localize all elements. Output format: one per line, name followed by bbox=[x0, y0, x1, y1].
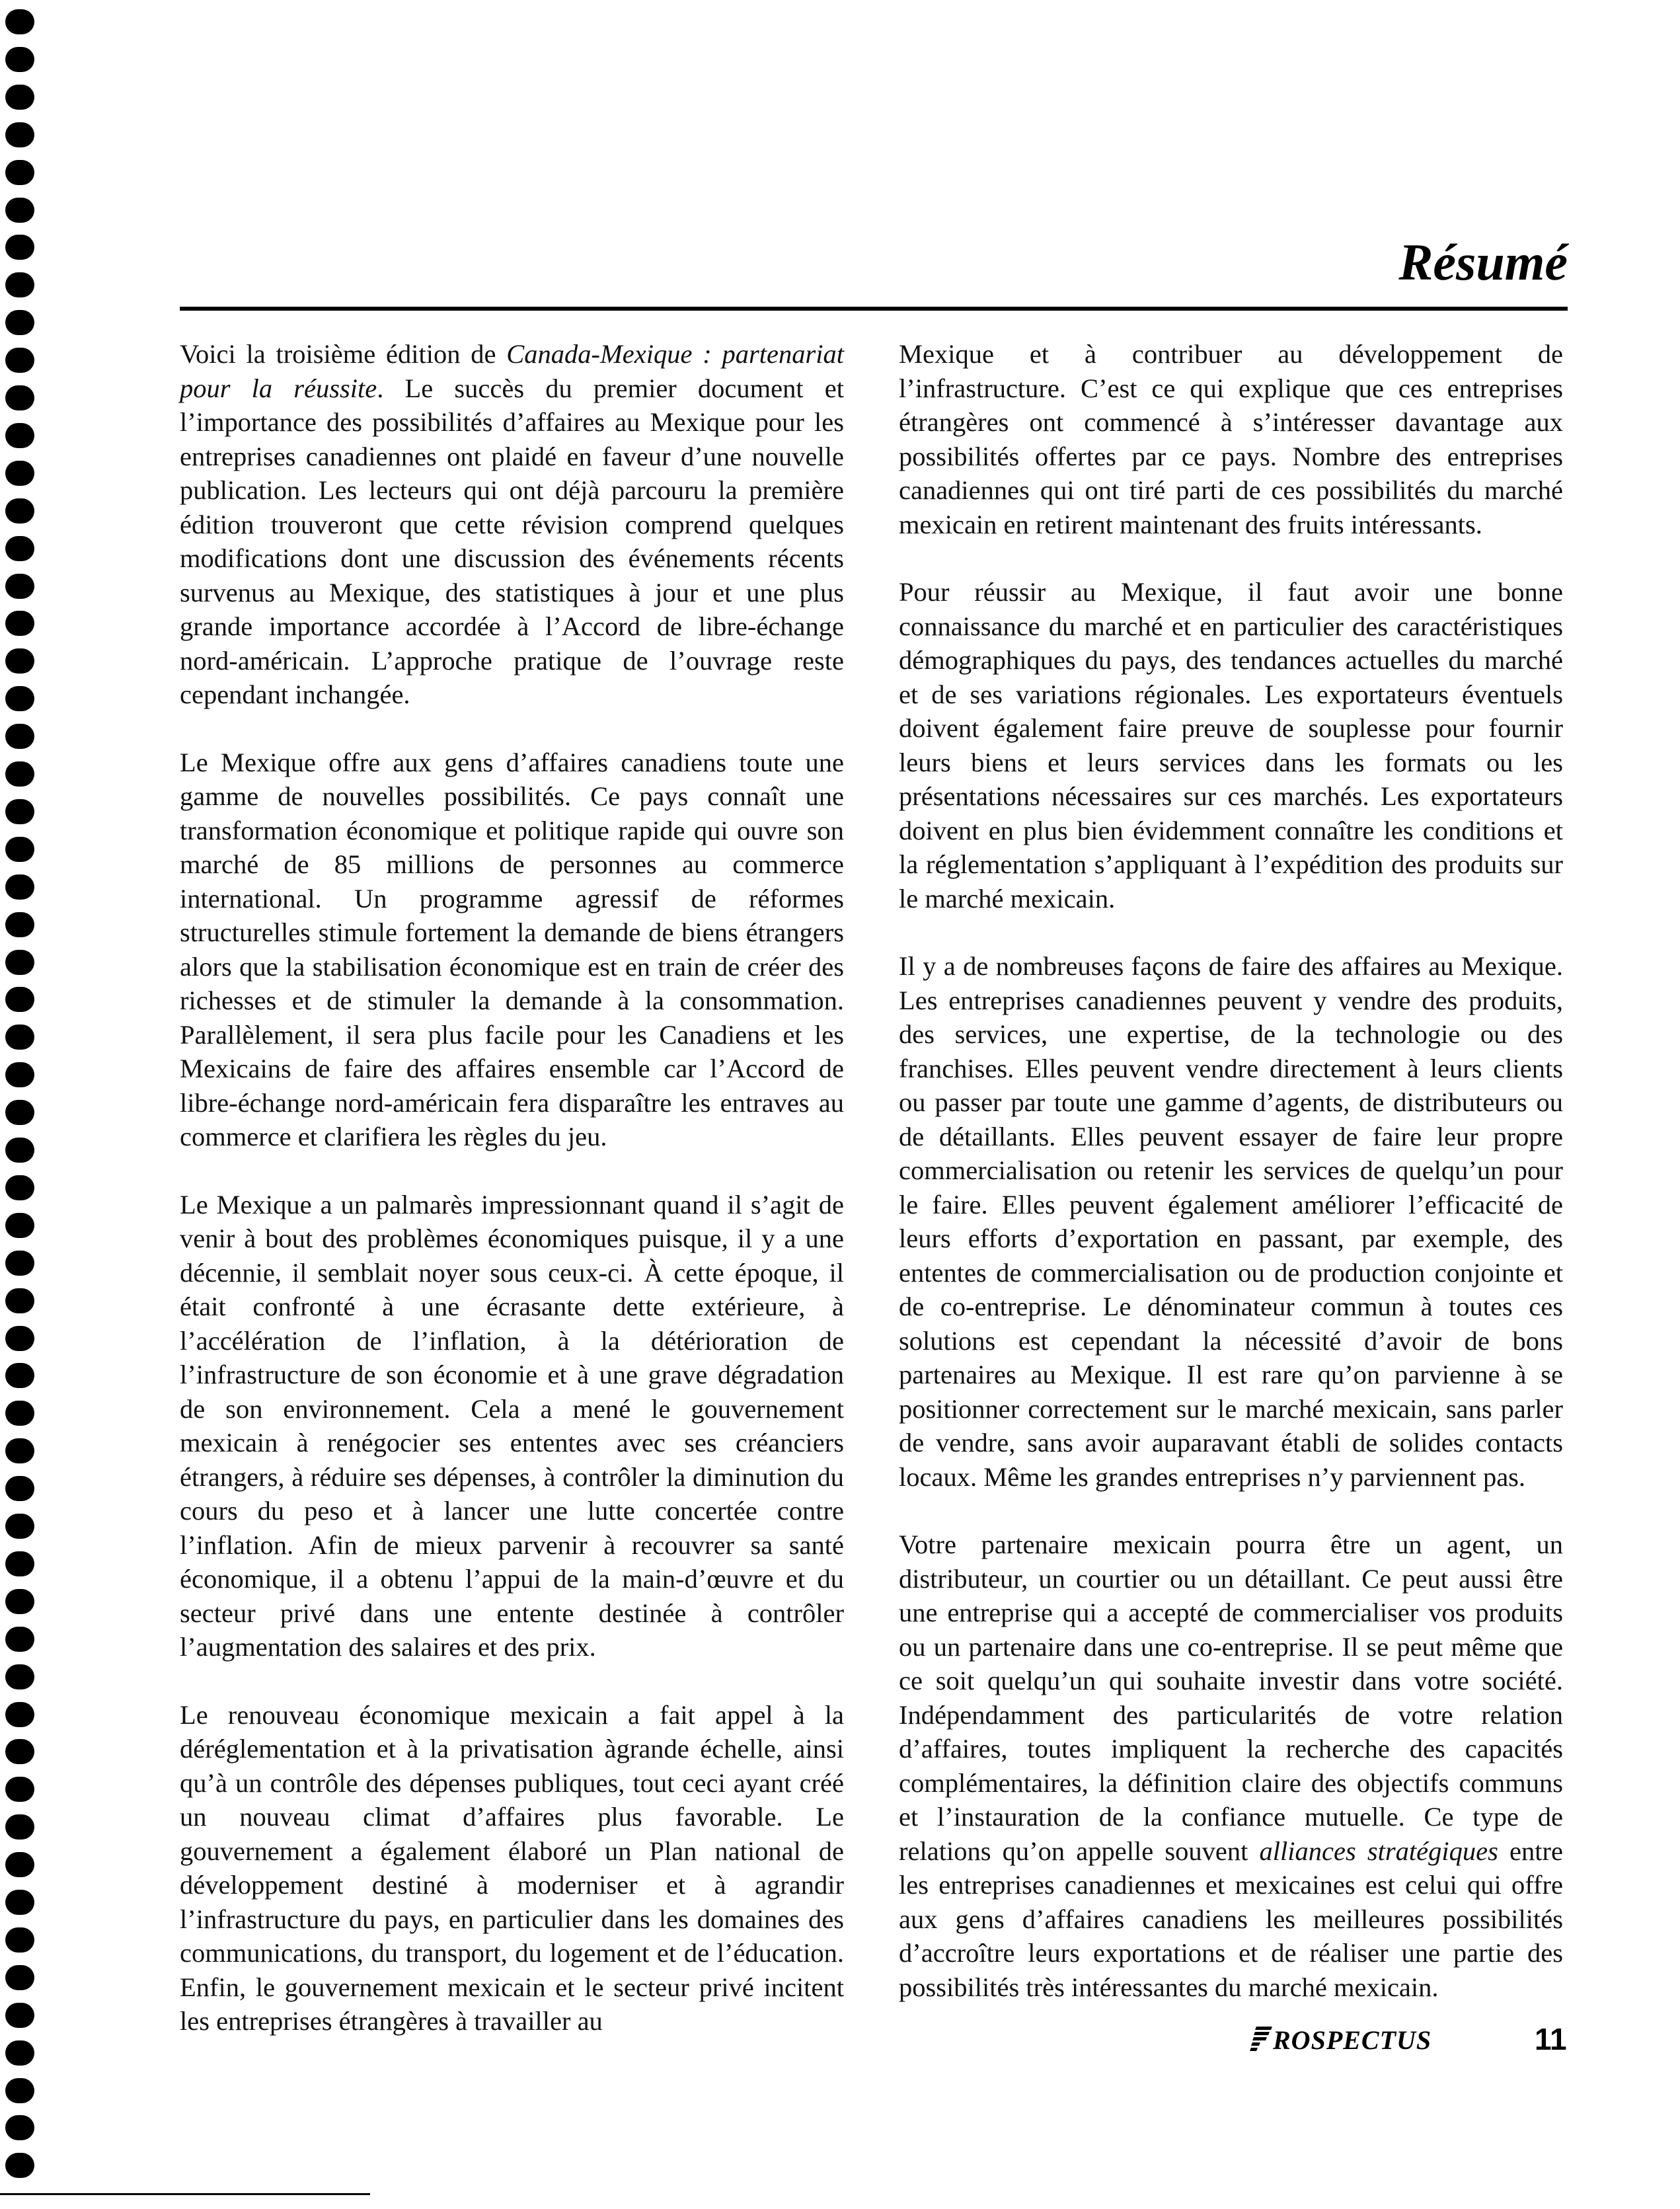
binding-hole bbox=[5, 2078, 34, 2103]
binding-hole bbox=[5, 348, 34, 373]
page-number: 11 bbox=[1535, 2022, 1567, 2056]
binding-hole bbox=[5, 1927, 34, 1953]
binding-hole bbox=[5, 385, 34, 410]
binding-hole bbox=[5, 1739, 34, 1764]
binding-hole bbox=[5, 1664, 34, 1689]
binding-hole bbox=[5, 160, 34, 185]
binding-hole bbox=[5, 2003, 34, 2028]
binding-hole bbox=[5, 9, 34, 34]
prospectus-logo-icon bbox=[1249, 2024, 1272, 2054]
binding-hole bbox=[5, 574, 34, 599]
binding-hole bbox=[5, 461, 34, 486]
paragraph: Il y a de nombreuses façons de faire des affaires au Mexique. Les entreprises canadiennes peuvent y vendre des produits, des services, une expertise, de la technologie ou des franchises. Elles peuvent vendre directement à leurs clients ou passer par toute une gamme d’agents, de distributeurs ou de détaillants. Elles peuvent essayer de faire leur propre commercialisation ou retenir les services de quelqu’un pour le faire. Elles peuvent également améliorer l’efficacité de leurs efforts d’exportation en passant, par exemple, des ententes de commercialisation ou de production conjointe et de co-entreprise. Le dénominateur commun à toutes ces solutions est cependant la nécessité d’avoir de bons partenaires au Mexique. Il est rare qu’on parvienne à se positionner correctement sur le marché mexicain, sans parler de vendre, sans avoir auparavant établi de solides contacts locaux. Même les grandes entreprises n’y parviennent pas. bbox=[899, 951, 1563, 1492]
right-column bbox=[899, 337, 1563, 2038]
page-title: Résumé bbox=[1398, 233, 1568, 291]
binding-hole bbox=[5, 47, 34, 72]
binding-hole bbox=[5, 1288, 34, 1313]
binding-hole bbox=[5, 1175, 34, 1200]
binding-hole bbox=[5, 611, 34, 636]
left-column bbox=[180, 337, 844, 2072]
logo-text: ROSPECTUS bbox=[1273, 2025, 1432, 2055]
binding-hole bbox=[5, 1551, 34, 1576]
binding-hole bbox=[5, 1965, 34, 1990]
binding-hole bbox=[5, 1251, 34, 1276]
paragraph: Le Mexique offre aux gens d’affaires canadiens toute une gamme de nouvelles possibilités. Ce pays connaît une transformation économique et politique rapide qui ouvre son marché de 85 millions de personnes au commerce international. Un programme agressif de réformes structurelles stimule fortement la demande de biens étrangers alors que la stabilisation économique est en train de créer des richesses et de stimuler la demande à la consommation. Parallèlement, il sera plus facile pour les Canadiens et les Mexicains de faire des affaires ensemble car l’Accord de libre-échange nord-américain fera disparaître les entraves au commerce et clarifiera les règles du jeu. bbox=[180, 747, 844, 1151]
binding-hole bbox=[5, 1852, 34, 1877]
binding-hole bbox=[5, 648, 34, 674]
binding-hole bbox=[5, 310, 34, 335]
binding-hole bbox=[5, 912, 34, 937]
binding-hole bbox=[5, 122, 34, 147]
binding-hole bbox=[5, 1627, 34, 1652]
binding-hole bbox=[5, 837, 34, 862]
binding-hole bbox=[5, 1514, 34, 1539]
paragraph: Votre partenaire mexicain pourra être un agent, un distributeur, un courtier ou un détaillant. Ce peut aussi être une entreprise qui a accepté de commercialiser vos produits ou un partenaire dans une co-entreprise. Il se peut même que ce soit quelqu’un qui souhaite investir dans votre société. Indépendamment des particularités de votre relation d’affaires, toutes impliquent la recherche des capacités complémentaires, la définition claire des objectifs communs et l’instauration de la confiance mutuelle. Ce type de relations qu’on appelle souvent alliances stratégiques entre les entreprises canadiennes et mexicaines est celui qui offre aux gens d’affaires canadiens les meilleures possibilités d’accroître leurs exportations et de réaliser une partie des possibilités très intéressantes du marché mexicain. bbox=[899, 1530, 1563, 2002]
paragraph: Mexique et à contribuer au développement de l’infrastructure. C’est ce qui explique que ces entreprises étrangères ont commencé à s’intéresser davantage aux possibilités offertes par ce pays. Nombre des entreprises canadiennes qui ont tiré parti de ces possibilités du marché mexicain en retirent maintenant des fruits intéressants. bbox=[899, 339, 1563, 539]
binding-hole bbox=[5, 1438, 34, 1463]
binding-hole bbox=[5, 950, 34, 975]
binding-hole bbox=[5, 423, 34, 448]
binding-hole bbox=[5, 272, 34, 297]
binding-hole bbox=[5, 198, 34, 223]
binding-hole bbox=[5, 724, 34, 749]
paragraph: Pour réussir au Mexique, il faut avoir une bonne connaissance du marché et en particulier des caractéristiques démographiques du pays, des tendances actuelles du marché et de ses variations régionales. Les exportateurs éventuels doivent également faire preuve de souplesse pour fournir leurs biens et leurs services dans les formats ou les présentations nécessaires sur ces marchés. Les exportateurs doivent en plus bien évidemment connaître les conditions et la réglementation s’appliquant à l’expédition des produits sur le marché mexicain. bbox=[899, 577, 1563, 913]
binding-hole bbox=[5, 536, 34, 561]
binding-hole bbox=[5, 1326, 34, 1351]
binding-hole bbox=[5, 1814, 34, 1840]
binding-hole bbox=[5, 1138, 34, 1163]
binding-hole bbox=[5, 987, 34, 1012]
paragraph: Voici la troisième édition de Canada-Mexique : partenariat pour la réussite. Le succès du premier document et l’importance des possibilités d’affaires au Mexique pour les entreprises canadiennes ont plaidé en faveur d’une nouvelle publication. Les lecteurs qui ont déjà parcouru la première édition trouveront que cette révision comprend quelques modifications dont une discussion des événements récents survenus au Mexique, des statistiques à jour et une plus grande importance accordée à l’Accord de libre-échange nord-américain. L’approche pratique de l’ouvrage reste cependant inchangée. bbox=[180, 339, 844, 709]
bottom-edge-line bbox=[0, 2193, 370, 2195]
paragraph: Le renouveau économique mexicain a fait appel à la déréglementation et à la privatisation àgrande échelle, ainsi qu’à un contrôle des dépenses publiques, tout ceci ayant créé un nouveau climat d’affaires plus favorable. Le gouvernement a également élaboré un Plan national de développement destiné à moderniser et à agrandir l’infrastructure du pays, en particulier dans les domaines des communications, du transport, du logement et de l’éducation. Enfin, le gouvernement mexicain et le secteur privé incitent les entreprises étrangères à travailler au bbox=[180, 1699, 844, 2036]
binding-hole bbox=[5, 1476, 34, 1501]
prospectus-logo bbox=[1249, 2024, 1432, 2056]
paragraph: Le Mexique a un palmarès impressionnant quand il s’agit de venir à bout des problèmes économiques puisque, il y a une décennie, il semblait noyer sous ceux-ci. À cette époque, il était confronté à une écrasante dette extérieure, à l’accélération de l’inflation, à la détérioration de l’infrastructure de son économie et à une grave dégradation de son environnement. Cela a mené le gouvernement mexicain à renégocier ses ententes avec ses créanciers étrangers, à réduire ses dépenses, à contrôler la diminution du cours du peso et à lancer une lutte concertée contre l’inflation. Afin de mieux parvenir à recouvrer sa santé économique, il a obtenu l’appui de la main-d’œuvre et du secteur privé dans une entente destinée à contrôler l’augmentation des salaires et des prix. bbox=[180, 1189, 844, 1662]
binding-hole bbox=[5, 874, 34, 900]
binding-hole bbox=[5, 498, 34, 523]
binding-hole bbox=[5, 1062, 34, 1087]
binding-hole bbox=[5, 1890, 34, 1915]
binding-hole bbox=[5, 799, 34, 824]
binding-hole bbox=[5, 2040, 34, 2066]
binding-hole bbox=[5, 1589, 34, 1614]
binding-hole bbox=[5, 85, 34, 110]
binding-hole bbox=[5, 1401, 34, 1426]
binding-hole bbox=[5, 1100, 34, 1125]
binding-hole bbox=[5, 1213, 34, 1238]
binding-hole bbox=[5, 1025, 34, 1050]
binding-hole bbox=[5, 1363, 34, 1388]
binding-hole bbox=[5, 1702, 34, 1727]
header-divider bbox=[180, 307, 1568, 311]
binding-hole bbox=[5, 686, 34, 711]
spiral-binding bbox=[0, 9, 53, 2204]
binding-hole bbox=[5, 2153, 34, 2178]
binding-hole bbox=[5, 1777, 34, 1802]
binding-hole bbox=[5, 761, 34, 787]
binding-hole bbox=[5, 235, 34, 260]
binding-hole bbox=[5, 2115, 34, 2140]
